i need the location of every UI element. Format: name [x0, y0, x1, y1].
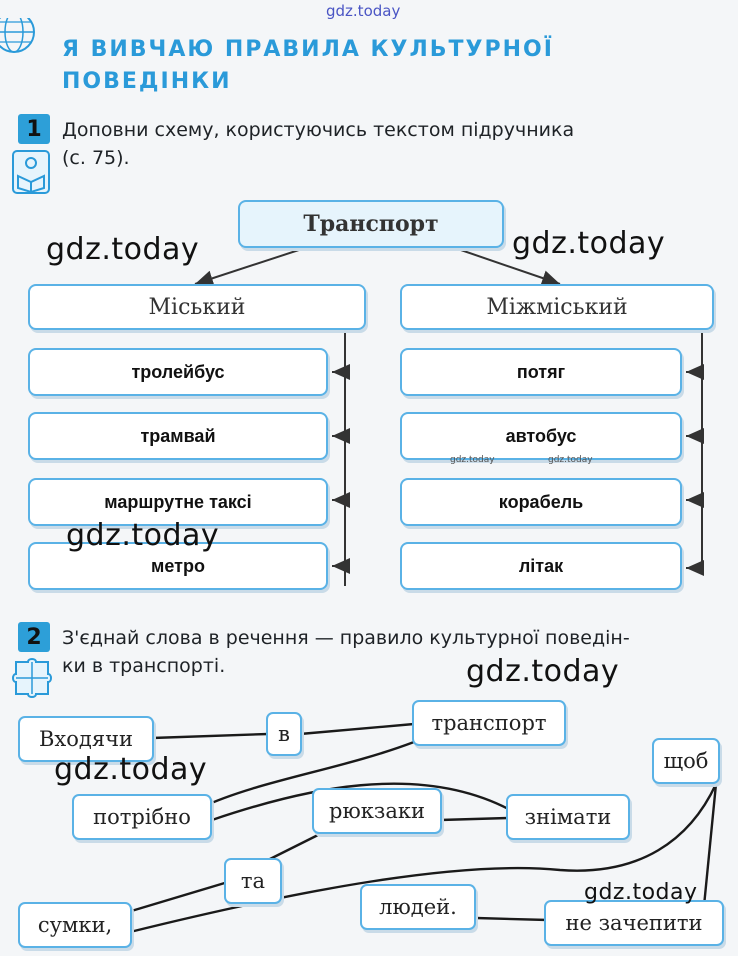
word-potribno[interactable]: потрібно — [72, 794, 212, 840]
heading-line-1: Я ВИВЧАЮ ПРАВИЛА КУЛЬТУРНОЇ — [62, 37, 554, 62]
watermark-small: gdz.today — [450, 455, 495, 465]
intercity-item-3[interactable]: корабель — [400, 478, 682, 526]
task-1-text-line-2: (с. 75). — [62, 147, 130, 169]
watermark: gdz.today — [584, 880, 698, 905]
watermark: gdz.today — [66, 518, 220, 553]
intercity-item-1[interactable]: потяг — [400, 348, 682, 396]
root-transport-box: Транспорт — [238, 200, 504, 248]
city-item-1[interactable]: тролейбус — [28, 348, 328, 396]
intercity-item-4[interactable]: літак — [400, 542, 682, 590]
word-riukzaky[interactable]: рюкзаки — [312, 788, 442, 834]
watermark: gdz.today — [46, 232, 200, 267]
intercity-transport-box: Міжміський — [400, 284, 714, 330]
word-ne-zachepyty[interactable]: не зачепити — [544, 900, 724, 946]
intercity-item-2[interactable]: автобус — [400, 412, 682, 460]
word-shchob[interactable]: щоб — [652, 738, 720, 784]
task-2-text-line-1: З'єднай слова в речення — правило культурної поведін- — [62, 627, 630, 649]
word-vkhodiachy[interactable]: Входячи — [18, 716, 154, 762]
word-znimaty[interactable]: знімати — [506, 794, 630, 840]
city-transport-box: Міський — [28, 284, 366, 330]
word-ta[interactable]: та — [224, 858, 282, 904]
city-item-2[interactable]: трамвай — [28, 412, 328, 460]
heading-line-2: ПОВЕДІНКИ — [62, 69, 232, 94]
word-liudei[interactable]: людей. — [360, 884, 476, 930]
word-sumky[interactable]: сумки, — [18, 902, 132, 948]
task-1-number: 1 — [18, 114, 50, 144]
task-1-text-line-1: Доповни схему, користуючись текстом підручника — [62, 119, 575, 141]
task-2-number: 2 — [18, 622, 50, 652]
city-item-4[interactable]: метро — [28, 542, 328, 590]
watermark: gdz.today — [466, 654, 620, 689]
word-transport[interactable]: транспорт — [412, 700, 566, 746]
watermark: gdz.today — [512, 226, 666, 261]
watermark: gdz.today — [54, 752, 208, 787]
city-item-3[interactable]: маршрутне таксі — [28, 478, 328, 526]
watermark-small: gdz.today — [548, 455, 593, 465]
task-2-text-line-2: ки в транспорті. — [62, 655, 226, 677]
word-v[interactable]: в — [266, 712, 302, 756]
watermark-top: gdz.today — [326, 2, 401, 20]
